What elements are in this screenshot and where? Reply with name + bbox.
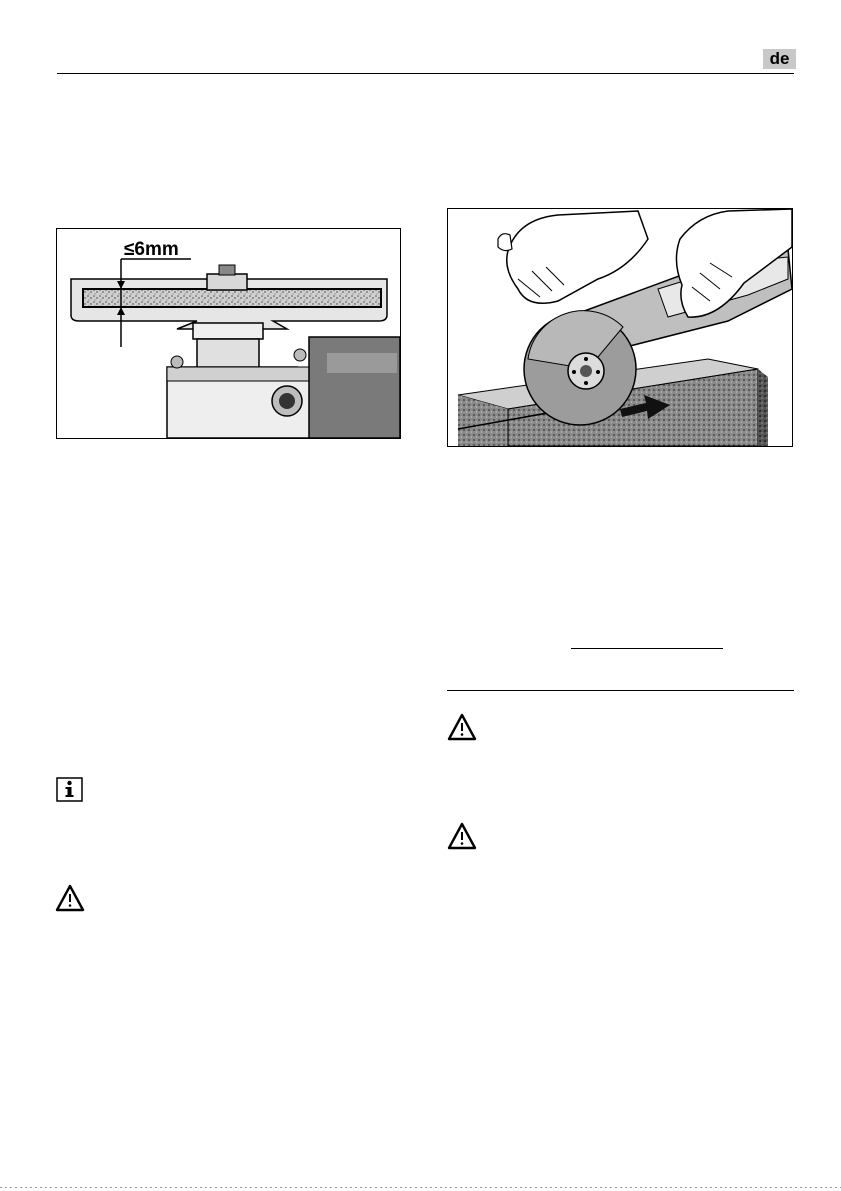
warning-triangle-icon — [447, 713, 477, 741]
section-divider — [447, 690, 794, 691]
dimension-label: ≤6mm — [124, 239, 179, 260]
underline-mark — [571, 648, 723, 649]
info-icon — [56, 777, 83, 802]
warning-triangle-icon — [55, 884, 85, 912]
warning-triangle-icon — [447, 822, 477, 850]
header-rule — [57, 73, 794, 74]
cutting-illustration — [448, 209, 792, 446]
language-badge: de — [763, 49, 796, 69]
page-bottom-edge — [0, 1187, 841, 1188]
disc-thickness-illustration — [57, 229, 400, 438]
figure-cutting — [447, 208, 793, 447]
figure-disc-thickness — [56, 228, 401, 439]
